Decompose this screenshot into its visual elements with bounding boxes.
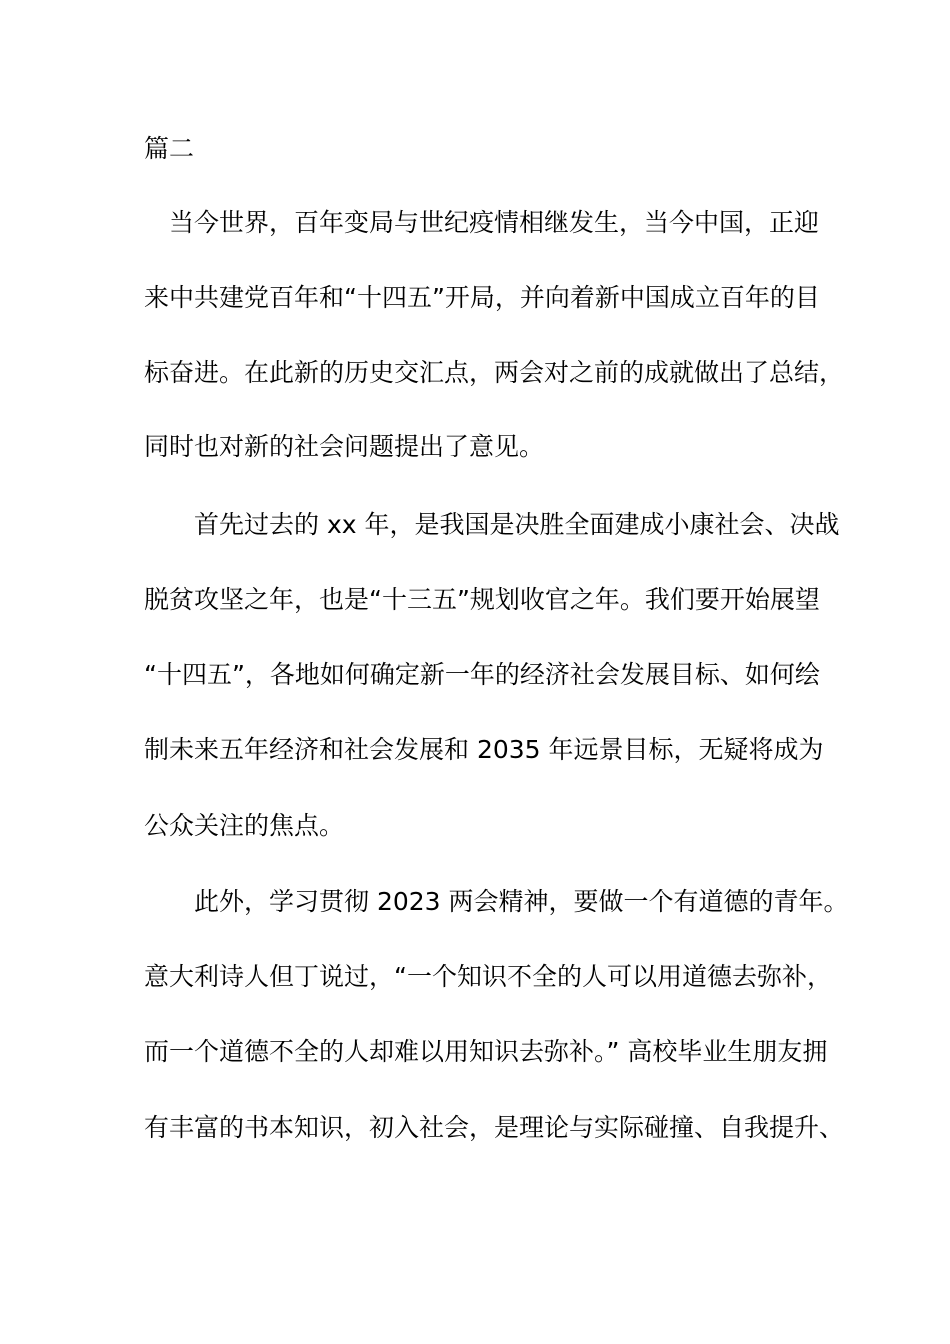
paragraph-line: 当今世界，百年变局与世纪疫情相继发生，当今中国，正迎 (144, 208, 820, 237)
paragraph-line: 有丰富的书本知识，初入社会，是理论与实际碰撞、自我提升、 (144, 1113, 845, 1142)
paragraph-line: 此外，学习贯彻 2023 两会精神，要做一个有道德的青年。 (144, 887, 849, 916)
paragraph-line: 公众关注的焦点。 (144, 811, 345, 840)
paragraph-line: 来中共建党百年和“十四五”开局，并向着新中国成立百年的目 (144, 283, 820, 312)
paragraph-line: 而一个道德不全的人却难以用知识去弥补。” 高校毕业生朋友拥 (144, 1037, 828, 1066)
document-heading: 篇二 (144, 134, 195, 163)
paragraph-line: 制未来五年经济和社会发展和 2035 年远景目标，无疑将成为 (144, 735, 824, 764)
paragraph-line: 脱贫攻坚之年，也是“十三五”规划收官之年。我们要开始展望 (144, 585, 820, 614)
paragraph-line: 意大利诗人但丁说过，“一个知识不全的人可以用道德去弥补， (144, 962, 832, 991)
paragraph-line: “十四五”，各地如何确定新一年的经济社会发展目标、如何绘 (144, 660, 820, 689)
paragraph-line: 标奋进。在此新的历史交汇点，两会对之前的成就做出了总结， (144, 358, 845, 387)
paragraph-line: 同时也对新的社会问题提出了意见。 (144, 432, 545, 461)
paragraph-line: 首先过去的 xx 年，是我国是决胜全面建成小康社会、决战 (144, 510, 840, 539)
